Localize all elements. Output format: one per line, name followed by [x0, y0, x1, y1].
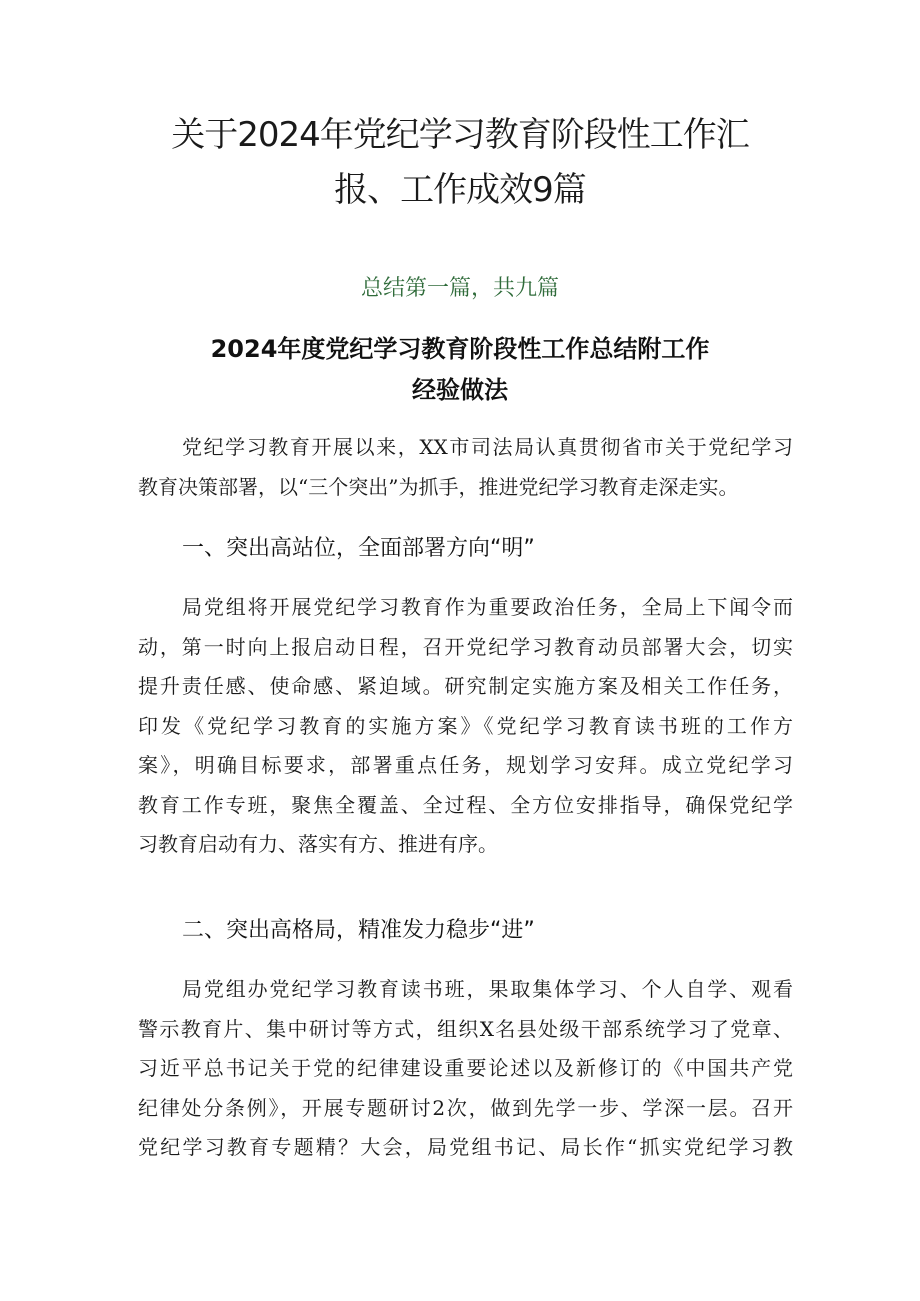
paragraph-line: 纪律处分条例》，开展专题研讨2次，做到先学一步、学深一层。召开: [138, 1095, 793, 1120]
paragraph-line: 动，第一时向上报启动日程，召开党纪学习教育动员部署大会，切实: [138, 634, 793, 659]
paragraph-line: 党纪学习教育开展以来，XX市司法局认真贯彻省市关于党纪学习: [182, 435, 793, 459]
paragraph-line: 局党组将开展党纪学习教育作为重要政治任务，全局上下闻令而: [182, 595, 793, 619]
paragraph-line: 教育工作专班，聚焦全覆盖、全过程、全方位安排指导，确保党纪学: [138, 792, 793, 817]
paragraph-line: 局党组办党纪学习教育读书班，果取集体学习、个人自学、观看: [182, 977, 793, 1001]
document-title-line: 报、工作成效9篇: [334, 170, 586, 210]
series-label: 总结第一篇，共九篇: [360, 276, 559, 301]
section1-heading: 一、突出高站位，全面部署方向“明”: [182, 536, 535, 561]
paragraph-line: 习教育启动有力、落实有方、推进有序。: [138, 832, 498, 856]
article-subtitle: [140, 329, 780, 411]
section1-paragraph: [138, 588, 793, 865]
paragraph-line: 案》，明确目标要求，部署重点任务，规划学习安拜。成立党纪学习: [138, 753, 793, 777]
paragraph-line: 警示教育片、集中研讨等方式，组织X名县处级干部系统学习了党章、: [138, 1016, 793, 1041]
paragraph-line: 提升责任感、使命感、紧迫域。研究制定实施方案及相关工作任务，: [138, 674, 793, 698]
document-title: [100, 108, 820, 218]
document-title-line: 关于2024年党纪学习教育阶段性工作汇: [171, 115, 749, 155]
paragraph-line: 习近平总书记关于党的纪律建设重要论述以及新修订的《中国共产党: [138, 1056, 793, 1080]
intro-paragraph: [138, 428, 793, 507]
article-subtitle-line: 2024年度党纪学习教育阶段性工作总结附工作: [210, 335, 710, 363]
section2-heading: 二、突出高格局，精准发力稳步“进”: [182, 918, 535, 943]
paragraph-line: 党纪学习教育专题精？大会，局党组书记、局长作“抓实党纪学习教: [138, 1135, 793, 1159]
article-subtitle-line: 经验做法: [412, 376, 508, 404]
paragraph-line: 教育决策部署，以“三个突出”为抓手，推进党纪学习教育走深走实。: [138, 474, 739, 499]
section2-paragraph: [138, 970, 793, 1168]
paragraph-line: 印发《党纪学习教育的实施方案》《党纪学习教育读书班的工作方: [138, 713, 793, 738]
